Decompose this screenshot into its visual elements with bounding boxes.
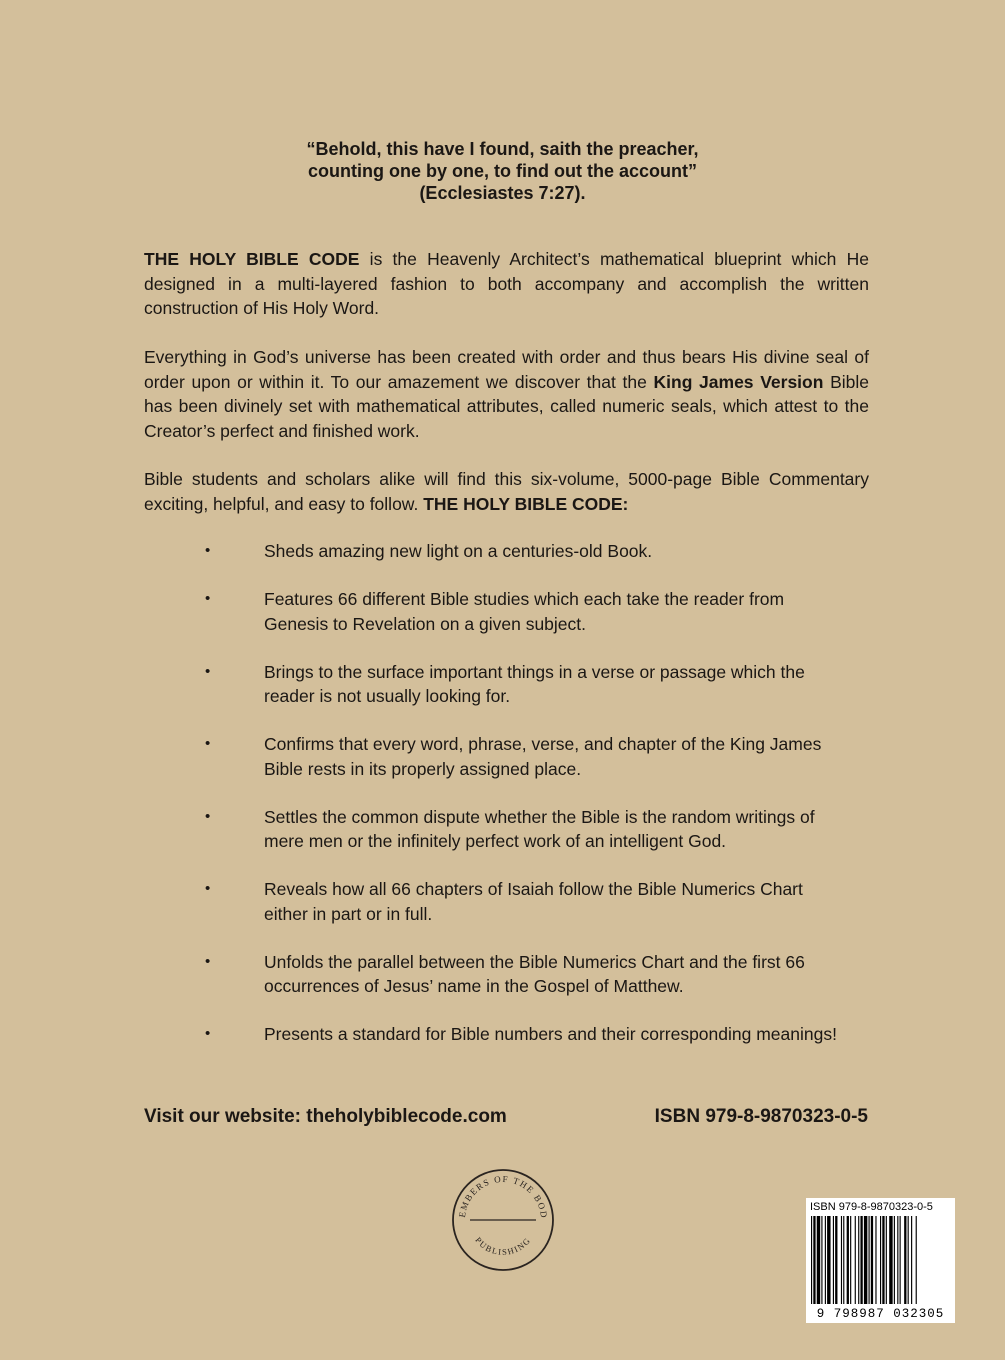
barcode-bar (860, 1216, 862, 1304)
barcode-isbn-label: ISBN 979-8-9870323-0-5 (810, 1201, 933, 1213)
website-link[interactable]: Visit our website: theholybiblecode.com (144, 1106, 507, 1127)
bullet-icon: • (205, 880, 211, 897)
barcode-bar (858, 1216, 859, 1304)
quote-line-1: “Behold, this have I found, saith the preacher, (306, 139, 699, 159)
bullet-text: Features 66 different Bible studies which each take the reader from Genesis to Revelation on a given subject. (264, 589, 785, 634)
barcode-bar (894, 1216, 895, 1304)
bullet-icon: • (205, 1025, 211, 1042)
barcode-bar (833, 1216, 834, 1304)
barcode-bar (855, 1216, 856, 1304)
barcode-bar (847, 1216, 849, 1304)
audience-paragraph (144, 467, 869, 516)
barcode-bars (806, 1198, 955, 1323)
barcode-bar (869, 1216, 870, 1304)
barcode-bar (817, 1216, 820, 1304)
barcode-bar (911, 1216, 912, 1304)
barcode-bar (897, 1216, 898, 1304)
barcode-bar (835, 1216, 837, 1304)
logo-bottom-text: PUBLISHING (473, 1234, 533, 1257)
bullet-icon: • (205, 735, 211, 752)
publisher-seal-icon (448, 1165, 558, 1275)
bullet-text: Sheds amazing new light on a centuries-old Book. (264, 541, 653, 561)
bullet-icon: • (205, 542, 211, 559)
barcode-bar (880, 1216, 881, 1304)
bullet-text: Settles the common dispute whether the Bible is the random writings of mere men or the infinitely perfect work of an intelligent God. (264, 806, 815, 851)
barcode-bar (843, 1216, 844, 1304)
barcode-bar (871, 1216, 873, 1304)
barcode-bar (827, 1216, 830, 1304)
list-item (205, 732, 845, 781)
barcode-bar (841, 1216, 842, 1304)
list-item (205, 660, 845, 709)
bullet-text: Confirms that every word, phrase, verse, and chapter of the King James Bible rests in its properly assigned place. (264, 734, 822, 779)
quote-line-2: counting one by one, to find out the account” (308, 161, 697, 181)
bullet-icon: • (205, 807, 211, 825)
list-item (205, 877, 845, 926)
barcode-bar (889, 1216, 892, 1304)
bullet-text: Presents a standard for Bible numbers and their corresponding meanings! (264, 1024, 837, 1044)
title-bold: THE HOLY BIBLE CODE (144, 249, 360, 269)
bullet-text: Brings to the surface important things in a verse or passage which the reader is not usually looking for. (264, 661, 805, 706)
barcode-bar (825, 1216, 826, 1304)
barcode-bar (886, 1216, 887, 1304)
svg-text:PUBLISHING (473, 1235, 532, 1257)
bullet-text: Unfolds the parallel between the Bible Numerics Chart and the first 66 occurrences of Jesus’ name in the Gospel of Matthew. (264, 951, 805, 996)
barcode-bar (900, 1216, 901, 1304)
isbn-text: ISBN 979-8-9870323-0-5 (654, 1106, 868, 1127)
barcode-bar (811, 1216, 812, 1304)
list-item (205, 950, 845, 999)
order-text-before: Everything in God’s universe has been created with order and thus bears His divine seal of order upon or within it. To our amazement we discover that the (144, 347, 869, 392)
publisher-logo (448, 1165, 558, 1275)
barcode-bar (908, 1216, 909, 1304)
barcode-bar (882, 1216, 884, 1304)
intro-text: is the Heavenly Architect’s mathematical blueprint which He designed in a multi-layered fashion to both accompany and accomplish the written construction of His Holy Word. (144, 249, 869, 318)
bullet-icon: • (205, 662, 211, 680)
intro-paragraph (144, 247, 869, 321)
barcode-bar (875, 1216, 876, 1304)
title-bold-2: THE HOLY BIBLE CODE: (423, 493, 629, 514)
logo-top-text: EMBERS OF THE BOD (456, 1173, 550, 1220)
bullet-icon: • (205, 952, 211, 970)
audience-text: Bible students and scholars alike will find this six-volume, 5000-page Bible Commentary exciting, helpful, and easy to follow. (144, 469, 869, 514)
barcode-bar (850, 1216, 851, 1304)
barcode-bar (821, 1216, 822, 1304)
barcode-bar (916, 1216, 917, 1304)
bullet-icon: • (205, 590, 211, 607)
feature-list (205, 539, 845, 1070)
barcode-digits: 9 798987 032305 (816, 1307, 945, 1321)
list-item (205, 539, 845, 564)
barcode-bar (813, 1216, 815, 1304)
quote-citation: (Ecclesiastes 7:27). (419, 183, 586, 203)
barcode-bar (864, 1216, 867, 1304)
order-paragraph (144, 345, 869, 443)
kjv-bold: King James Version (653, 371, 824, 392)
list-item (205, 805, 845, 854)
list-item (205, 1022, 845, 1047)
order-text-after: Bible has been divinely set with mathematical attributes, called numeric seals, which attest to the Creator’s perfect and finished work. (144, 371, 869, 441)
epigraph-quote (150, 138, 855, 204)
list-item (205, 587, 845, 636)
svg-text:MEMBERS OF THE BODY (448, 1165, 549, 1220)
barcode (806, 1198, 955, 1323)
bullet-text: Reveals how all 66 chapters of Isaiah follow the Bible Numerics Chart either in part or in full. (264, 879, 803, 924)
barcode-bar (904, 1216, 906, 1304)
